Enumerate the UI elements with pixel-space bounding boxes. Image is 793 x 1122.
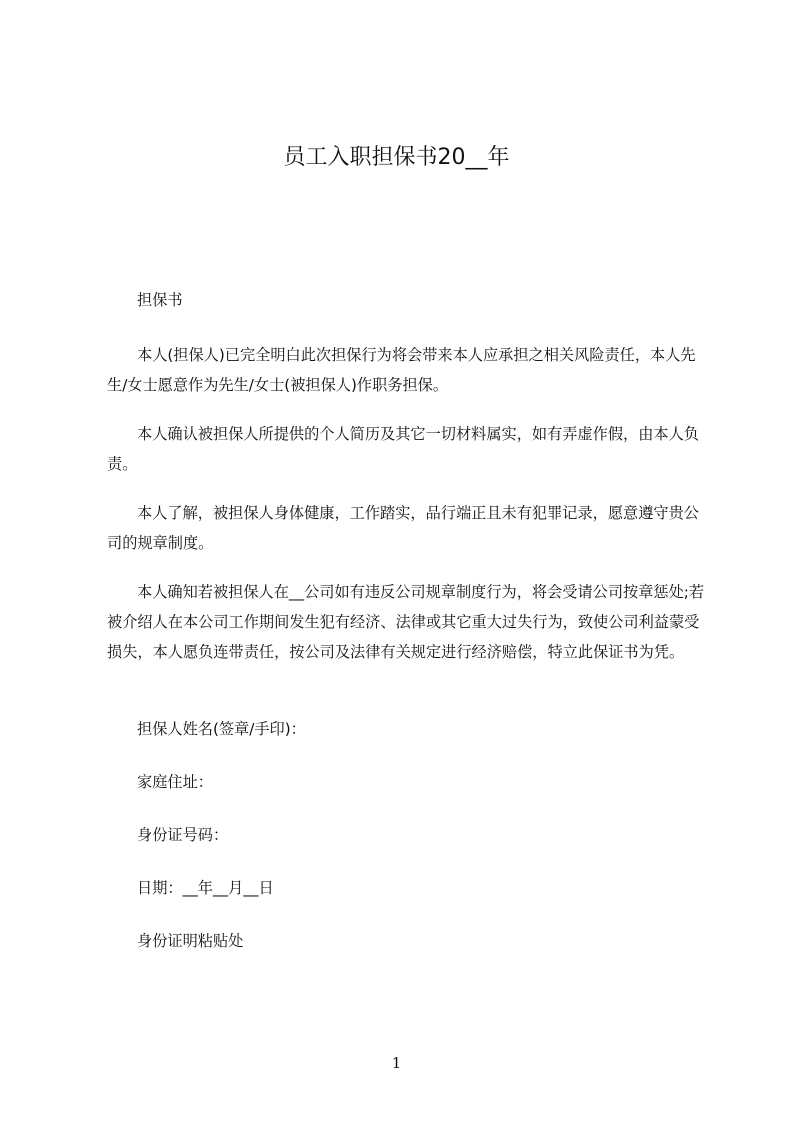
page-number: 1 [391, 1054, 402, 1072]
field-id-number: 身份证号码： [137, 826, 229, 844]
field-date: 日期：__年__月__日 [137, 879, 274, 897]
field-home-address: 家庭住址： [137, 773, 213, 791]
paragraph-guarantee-statement: 本人(担保人)已完全明白此次担保行为将会带来本人应承担之相关风险责任，本人先生/女士愿意作为先生/女士(被担保人)作职务担保。 [107, 346, 696, 394]
document-subtitle: 担保书 [137, 291, 183, 309]
document-title: 员工入职担保书20__年 [283, 145, 510, 170]
paragraph-character-statement: 本人了解，被担保人身体健康，工作踏实，品行端正且未有犯罪记录，愿意遵守贵公司的规章制度。 [107, 504, 699, 552]
paragraph-materials-confirmation: 本人确认被担保人所提供的个人简历及其它一切材料属实，如有弄虚作假，由本人负责。 [107, 425, 699, 473]
field-guarantor-name: 担保人姓名(签章/手印)： [137, 720, 306, 738]
field-id-paste-area: 身份证明粘贴处 [137, 932, 244, 950]
paragraph-liability-statement: 本人确知若被担保人在__公司如有违反公司规章制度行为，将会受请公司按章惩处;若被介绍人在本公司工作期间发生犯有经济、法律或其它重大过失行为，致使公司利益蒙受损失，本人愿负连带责任，按公司及法律有关规定进行经济赔偿，特立此保证书为凭。 [107, 583, 705, 661]
